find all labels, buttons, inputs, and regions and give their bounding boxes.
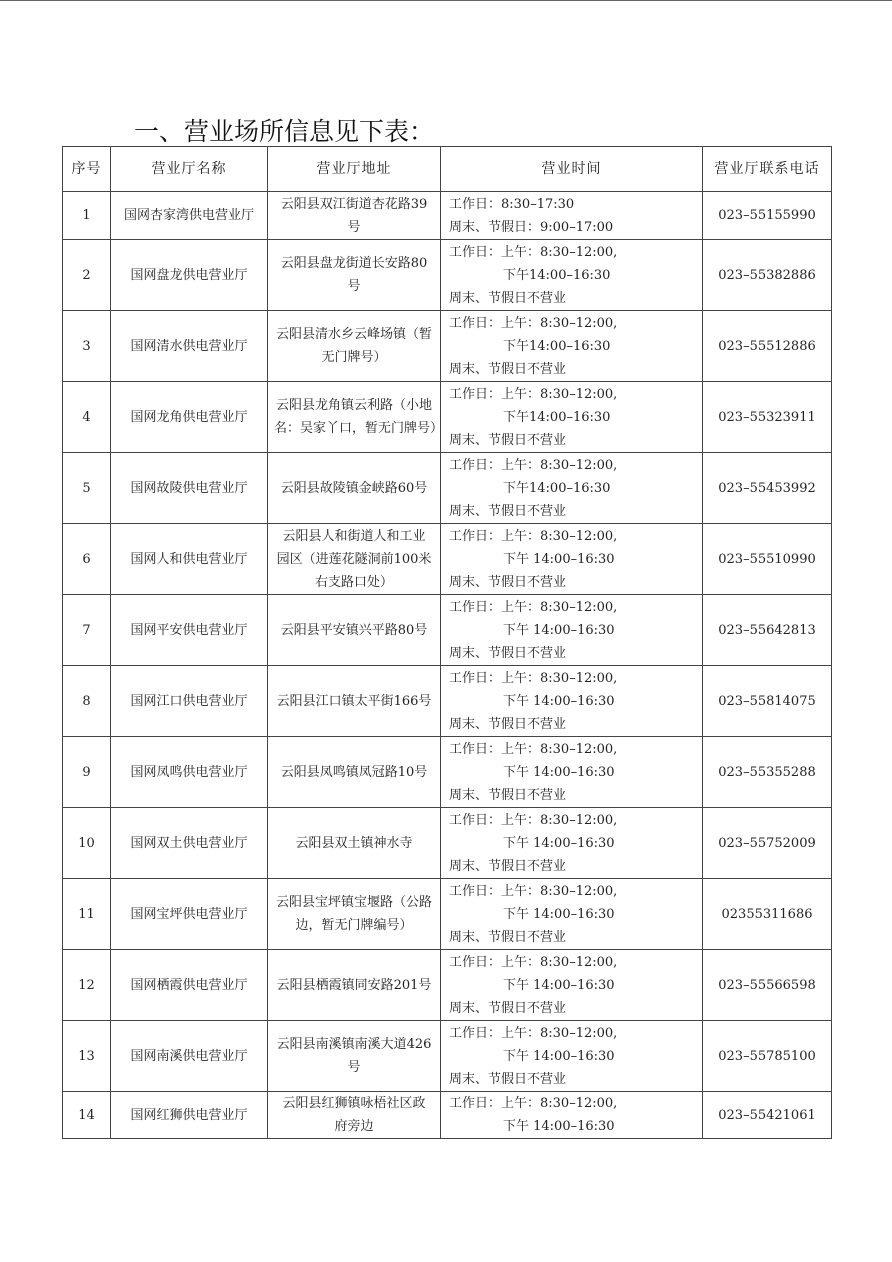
cell-address <box>268 808 441 879</box>
address-line: 云阳县清水乡云峰场镇（暂 <box>275 327 432 342</box>
hours-line: 工作日：上午：8:30–12:00, <box>449 670 618 686</box>
cell-hours <box>441 1092 703 1139</box>
cell-name: 国网人和供电营业厅 <box>111 524 268 595</box>
cell-phone: 02355311686 <box>703 879 832 950</box>
cell-hours <box>441 453 703 524</box>
hours-line: 工作日：上午：8:30–12:00, <box>449 528 618 544</box>
address-line: 云阳县故陵镇金峡路60号 <box>280 480 428 496</box>
cell-phone: 023–55566598 <box>703 950 832 1021</box>
hours-line: 周末、节假日：9:00–17:00 <box>449 219 614 235</box>
table-row <box>63 666 832 737</box>
cell-hours <box>441 595 703 666</box>
cell-no: 8 <box>63 666 111 737</box>
table-row <box>63 382 832 453</box>
header-address: 营业厅地址 <box>268 147 441 192</box>
cell-no: 10 <box>63 808 111 879</box>
hours-line: 工作日：上午：8:30–12:00, <box>449 244 618 260</box>
cell-address <box>268 1092 441 1139</box>
table-row <box>63 453 832 524</box>
hours-line: 工作日：8:30–17:30 <box>449 196 575 212</box>
hours-line: 工作日：上午：8:30–12:00, <box>449 741 618 757</box>
cell-address <box>268 453 441 524</box>
cell-hours <box>441 666 703 737</box>
cell-name: 国网红狮供电营业厅 <box>111 1092 268 1139</box>
hours-line: 下午 14:00–16:30 <box>503 693 615 709</box>
address-line: 云阳县栖霞镇同安路201号 <box>276 977 432 993</box>
cell-phone: 023–55512886 <box>703 311 832 382</box>
address-line: 府旁边 <box>334 1119 374 1134</box>
table-row <box>63 808 832 879</box>
table-body <box>63 192 832 1139</box>
address-line: 边，暂无门牌编号） <box>295 918 413 933</box>
hours-line: 下午 14:00–16:30 <box>503 622 615 638</box>
hours-line: 工作日：上午：8:30–12:00, <box>449 883 618 899</box>
cell-hours <box>441 808 703 879</box>
cell-no: 12 <box>63 950 111 1021</box>
hours-line: 下午 14:00–16:30 <box>503 1048 615 1064</box>
cell-address <box>268 595 441 666</box>
address-line: 无门牌号） <box>321 350 387 365</box>
cell-name: 国网栖霞供电营业厅 <box>111 950 268 1021</box>
hours-line: 工作日：上午：8:30–12:00, <box>449 599 618 615</box>
cell-name: 国网江口供电营业厅 <box>111 666 268 737</box>
cell-name: 国网故陵供电营业厅 <box>111 453 268 524</box>
cell-phone: 023–55510990 <box>703 524 832 595</box>
cell-no: 11 <box>63 879 111 950</box>
address-line: 云阳县双土镇神水寺 <box>295 835 413 851</box>
business-hall-table <box>62 146 832 1139</box>
cell-address <box>268 311 441 382</box>
cell-hours <box>441 311 703 382</box>
hours-line: 下午 14:00–16:30 <box>503 764 615 780</box>
cell-name: 国网南溪供电营业厅 <box>111 1021 268 1092</box>
hours-line: 周末、节假日不营业 <box>449 787 567 803</box>
address-line: 云阳县红狮镇咏梧社区政 <box>282 1096 426 1111</box>
cell-address <box>268 524 441 595</box>
cell-no: 14 <box>63 1092 111 1139</box>
cell-no: 5 <box>63 453 111 524</box>
cell-no: 6 <box>63 524 111 595</box>
hours-line: 周末、节假日不营业 <box>449 361 567 377</box>
hours-line: 周末、节假日不营业 <box>449 1000 567 1016</box>
header-hours: 营业时间 <box>441 147 703 192</box>
cell-no: 3 <box>63 311 111 382</box>
address-line: 园区（进莲花隧洞前100米 <box>276 551 432 567</box>
hours-line: 周末、节假日不营业 <box>449 432 567 448</box>
cell-address <box>268 666 441 737</box>
header-name: 营业厅名称 <box>111 147 268 192</box>
cell-hours <box>441 950 703 1021</box>
hours-line: 下午 14:00–16:30 <box>503 551 615 567</box>
cell-hours <box>441 879 703 950</box>
cell-name: 国网盘龙供电营业厅 <box>111 240 268 311</box>
hours-line: 周末、节假日不营业 <box>449 290 567 306</box>
hours-line: 工作日：上午：8:30–12:00, <box>449 954 618 970</box>
hours-line: 下午 14:00–16:30 <box>503 906 615 922</box>
cell-phone: 023–55785100 <box>703 1021 832 1092</box>
address-line: 右支路口处） <box>314 574 393 590</box>
hours-line: 周末、节假日不营业 <box>449 645 567 661</box>
cell-phone: 023–55382886 <box>703 240 832 311</box>
cell-name: 国网龙角供电营业厅 <box>111 382 268 453</box>
hours-line: 下午 14:00–16:30 <box>503 835 615 851</box>
hours-line: 周末、节假日不营业 <box>449 929 567 945</box>
address-line: 号 <box>347 1060 361 1075</box>
cell-no: 2 <box>63 240 111 311</box>
cell-name: 国网凤鸣供电营业厅 <box>111 737 268 808</box>
cell-no: 1 <box>63 192 111 240</box>
hours-line: 下午 14:00–16:30 <box>503 1119 615 1134</box>
table-header-row <box>63 147 832 192</box>
cell-hours <box>441 382 703 453</box>
cell-address <box>268 240 441 311</box>
cell-address <box>268 382 444 453</box>
cell-phone: 023–55355288 <box>703 737 832 808</box>
header-phone: 营业厅联系电话 <box>703 147 832 192</box>
address-line: 云阳县双江街道杏花路39 <box>280 196 428 212</box>
table-row <box>63 1021 832 1092</box>
cell-no: 9 <box>63 737 111 808</box>
cell-hours <box>441 240 703 311</box>
hours-line: 下午 14:00–16:30 <box>503 977 615 993</box>
address-line: 云阳县盘龙街道长安路80 <box>280 256 428 271</box>
table-row <box>63 950 832 1021</box>
address-line: 云阳县龙角镇云利路（小地 <box>275 398 432 413</box>
table-row <box>63 1092 832 1139</box>
cell-name: 国网宝坪供电营业厅 <box>111 879 268 950</box>
hours-line: 周末、节假日不营业 <box>449 503 567 519</box>
cell-hours <box>441 737 703 808</box>
hours-line: 工作日：上午：8:30–12:00, <box>449 1096 618 1111</box>
hours-line: 周末、节假日不营业 <box>449 858 567 874</box>
hours-line: 工作日：上午：8:30–12:00, <box>449 386 618 402</box>
cell-phone: 023–55155990 <box>703 192 832 240</box>
table-row <box>63 311 832 382</box>
cell-address <box>268 950 441 1021</box>
table-row <box>63 524 832 595</box>
table-row <box>63 879 832 950</box>
address-line: 云阳县江口镇太平街166号 <box>276 693 432 709</box>
address-line: 名：吴家丫口，暂无门牌号） <box>274 421 444 436</box>
cell-name: 国网平安供电营业厅 <box>111 595 268 666</box>
cell-name: 国网清水供电营业厅 <box>111 311 268 382</box>
table-row <box>63 192 832 240</box>
hours-line: 下午14:00–16:30 <box>503 480 611 496</box>
top-rule <box>0 0 892 1</box>
cell-phone: 023–55323911 <box>703 382 832 453</box>
hours-line: 下午14:00–16:30 <box>503 338 611 354</box>
address-line: 云阳县人和街道人和工业 <box>282 528 426 544</box>
address-line: 云阳县宝坪镇宝堰路（公路 <box>275 895 432 910</box>
cell-no: 13 <box>63 1021 111 1092</box>
table-row <box>63 240 832 311</box>
cell-hours <box>441 1021 703 1092</box>
cell-phone: 023–55421061 <box>703 1092 832 1139</box>
cell-no: 7 <box>63 595 111 666</box>
hours-line: 工作日：上午：8:30–12:00, <box>449 1025 618 1041</box>
address-line: 云阳县南溪镇南溪大道426 <box>276 1037 432 1052</box>
address-line: 号 <box>347 279 361 294</box>
cell-address <box>268 1021 441 1092</box>
cell-phone: 023–55642813 <box>703 595 832 666</box>
page-title: 一、营业场所信息见下表： <box>134 117 435 146</box>
address-line: 云阳县平安镇兴平路80号 <box>280 622 428 638</box>
table-row <box>63 595 832 666</box>
cell-phone: 023–55814075 <box>703 666 832 737</box>
cell-hours <box>441 524 703 595</box>
address-line: 云阳县凤鸣镇凤冠路10号 <box>280 764 428 780</box>
hours-line: 下午14:00–16:30 <box>503 409 611 425</box>
hours-line: 周末、节假日不营业 <box>449 574 567 590</box>
hours-line: 周末、节假日不营业 <box>449 716 567 732</box>
cell-name: 国网杏家湾供电营业厅 <box>111 192 268 240</box>
cell-no: 4 <box>63 382 111 453</box>
hours-line: 工作日：上午：8:30–12:00, <box>449 457 618 473</box>
hours-line: 下午14:00–16:30 <box>503 267 611 283</box>
cell-hours <box>441 192 703 240</box>
hours-line: 工作日：上午：8:30–12:00, <box>449 812 618 828</box>
address-line: 号 <box>347 219 361 235</box>
table-row <box>63 737 832 808</box>
hours-line: 周末、节假日不营业 <box>449 1071 567 1087</box>
hours-line: 工作日：上午：8:30–12:00, <box>449 315 618 331</box>
cell-phone: 023–55752009 <box>703 808 832 879</box>
cell-address <box>268 192 441 240</box>
cell-address <box>268 737 441 808</box>
cell-name: 国网双土供电营业厅 <box>111 808 268 879</box>
cell-phone: 023–55453992 <box>703 453 832 524</box>
cell-address <box>268 879 441 950</box>
header-no: 序号 <box>63 147 111 192</box>
